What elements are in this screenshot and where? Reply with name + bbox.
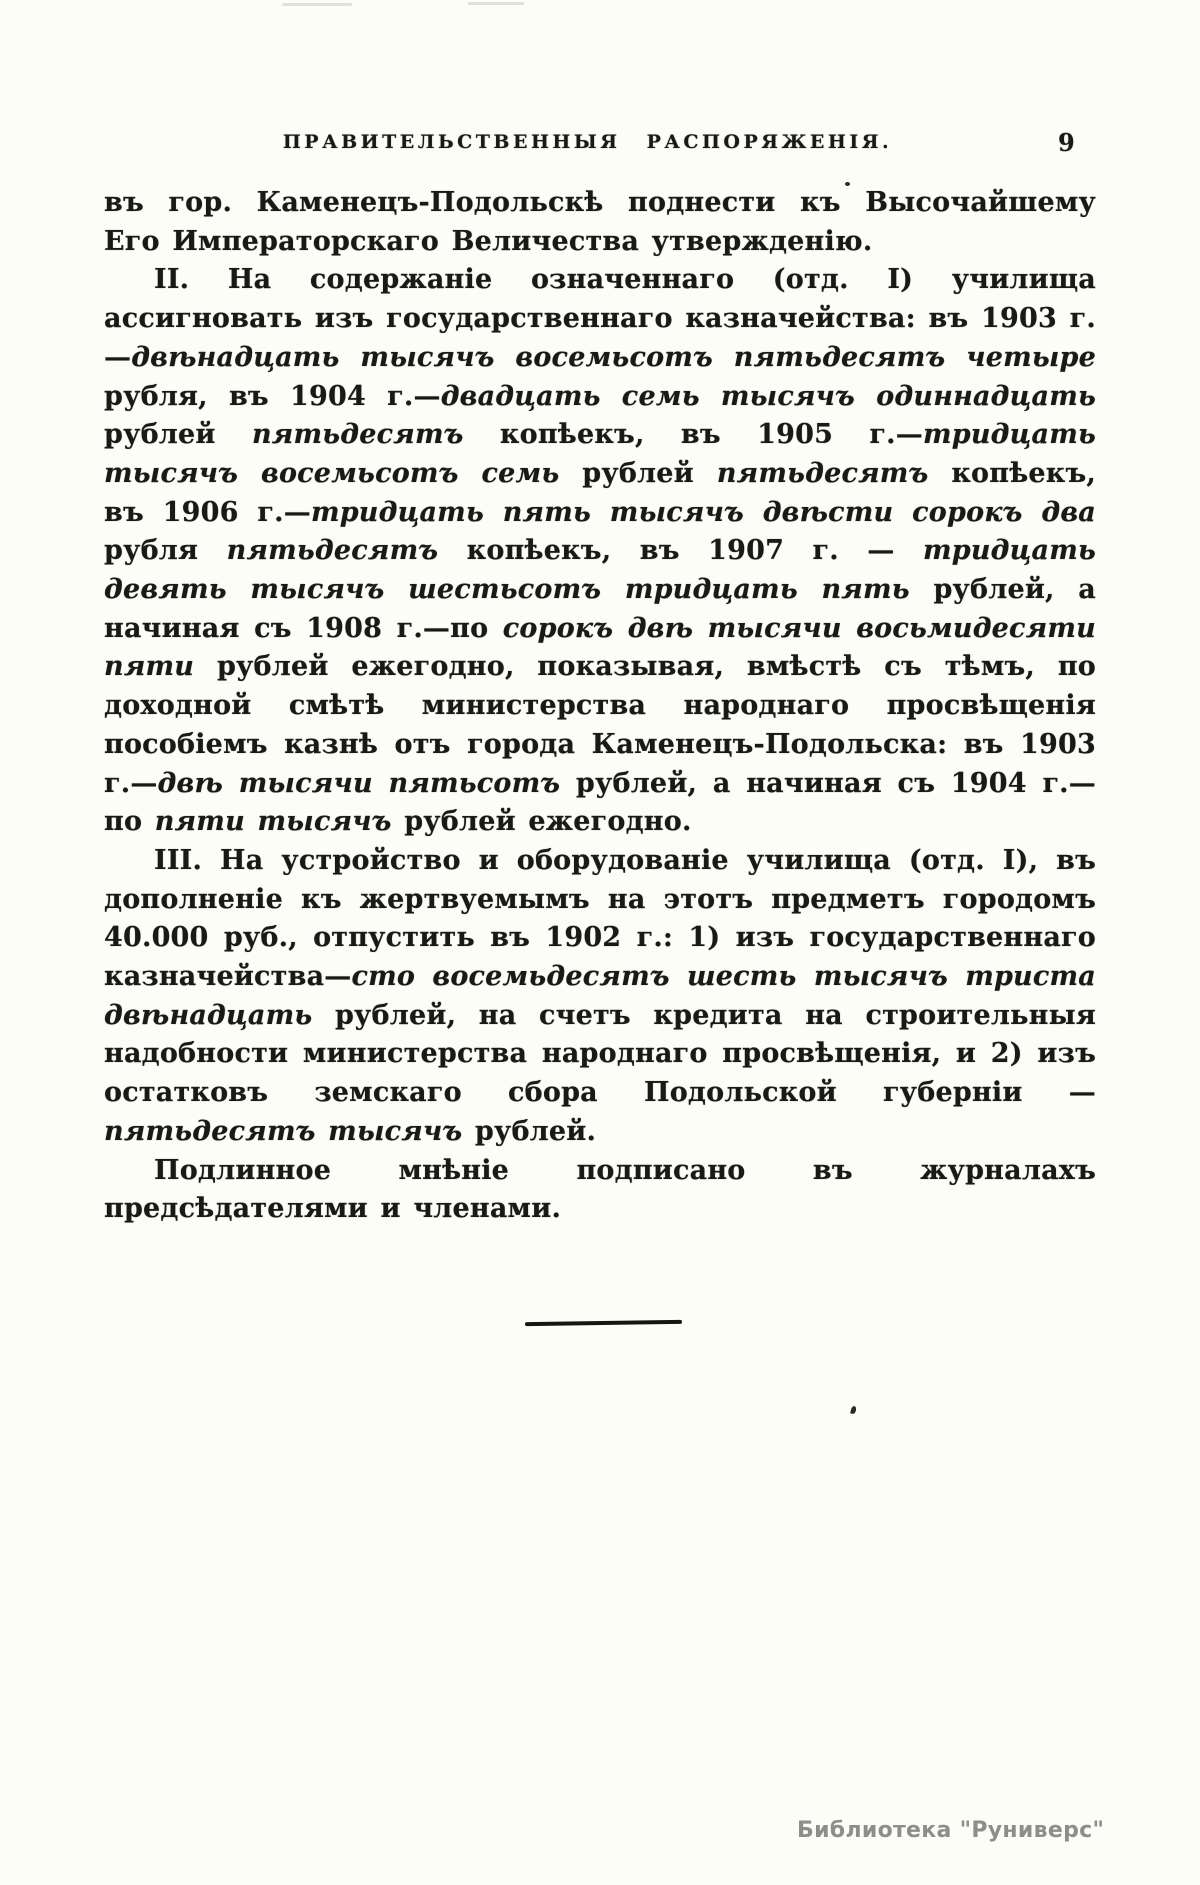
scan-artifact-streak — [282, 3, 352, 6]
library-watermark: Библиотека "Руниверс" — [797, 1818, 1105, 1843]
paragraph-continuation: въ гор. Каменецъ-Подольскѣ поднести къ Высочайшему Его Императорскаго Величества утвержденію. — [104, 187, 1096, 257]
paragraph-signature-note: Подлинное мнѣніе подписано въ журналахъ предсѣдателями и членами. — [104, 1154, 1096, 1225]
paragraph-section-ii: II. На содержаніе означеннаго (отд. I) училища ассигновать изъ государственнаго казначейства: въ 1903 г.—двѣнадцать тысячъ восемьсотъ пятьдесятъ четыре рубля, въ 1904 г.—двадцать семь тысячъ одиннадцать рублей пятьдесятъ копѣекъ, въ 1905 г.—тридцать тысячъ восемьсотъ семь рублей пятьдесятъ копѣекъ, въ 1906 г.—тридцать пять тысячъ двѣсти сорокъ два рубля пятьдесятъ копѣекъ, въ 1907 г. — тридцать девять тысячъ шестьсотъ тридцать пять рублей, а начиная съ 1908 г.—по сорокъ двѣ тысячи восьмидесяти пяти рублей ежегодно, показывая, вмѣстѣ съ тѣмъ, по доходной смѣтѣ министерства народнаго просвѣщенія пособіемъ казнѣ отъ города Каменецъ-Подольска: въ 1903 г.—двѣ тысячи пятьсотъ рублей, а начиная съ 1904 г.—по пяти тысячъ рублей ежегодно. — [104, 264, 1097, 838]
section-divider-rule — [525, 1320, 682, 1326]
scan-speck — [845, 182, 850, 186]
scan-speck — [850, 1406, 857, 1415]
scan-artifact-streak — [468, 2, 524, 5]
running-header-title: ПРАВИТЕЛЬСТВЕННЫЯ РАСПОРЯЖЕНІЯ. — [282, 131, 893, 153]
paragraph-section-iii: III. На устройство и оборудованіе училища (отд. I), въ дополненіе къ жертвуемымъ на этотъ предметъ городомъ 40.000 руб., отпустить въ 1902 г.: 1) изъ государственнаго казначейства—сто восемьдесятъ шесть тысячъ триста двѣнадцать рублей, на счетъ кредита на строительныя надобности министерства народнаго просвѣщенія, и 2) изъ остатковъ земскаго сбора Подольской губерніи — пятьдесятъ тысячъ рублей. — [104, 844, 1096, 1147]
document-body — [104, 184, 1096, 1229]
page-number: 9 — [1058, 128, 1075, 157]
